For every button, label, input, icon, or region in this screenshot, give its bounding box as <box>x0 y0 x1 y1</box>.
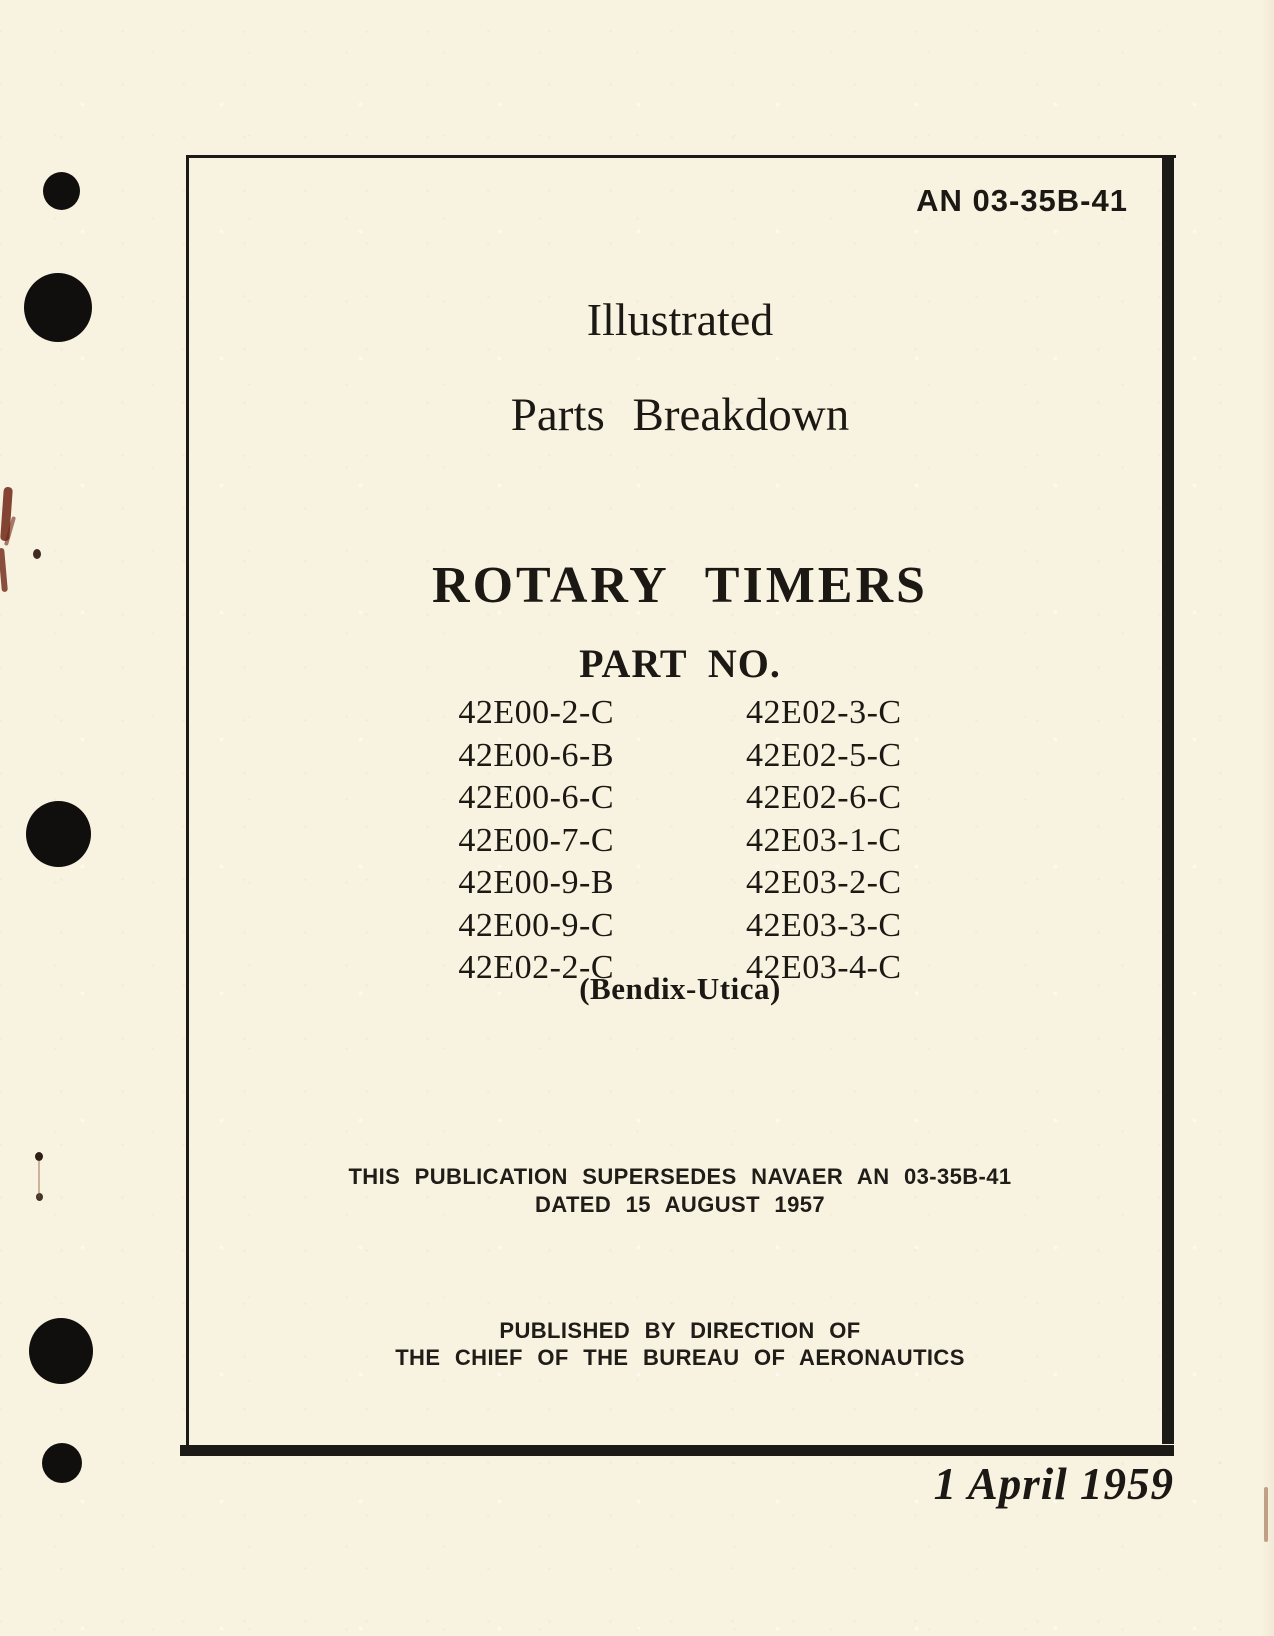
subject-title: ROTARY TIMERS <box>432 557 928 614</box>
supersedes-notice <box>186 1163 1174 1219</box>
manufacturer-name: (Bendix-Utica) <box>579 971 781 1006</box>
part-numbers-list <box>186 692 1174 990</box>
part-number: 42E00-6-B <box>458 736 614 774</box>
part-number: 42E02-6-C <box>746 779 902 816</box>
hole-punch-dot <box>24 273 92 342</box>
part-number: 42E03-3-C <box>746 906 902 944</box>
part-numbers-right-column <box>746 692 902 990</box>
published-by-notice <box>186 1317 1174 1371</box>
hole-punch-dot <box>26 801 91 867</box>
publication-number: AN 03-35B-41 <box>916 183 1128 218</box>
published-line-2: THE CHIEF OF THE BUREAU OF AERONAUTICS <box>395 1345 965 1370</box>
part-number: 42E03-2-C <box>746 864 902 901</box>
part-number: 42E00-6-C <box>458 779 614 816</box>
part-number: 42E00-9-B <box>458 864 614 901</box>
hole-punch-dot <box>43 172 80 210</box>
part-number: 42E03-4-C <box>746 949 902 986</box>
hole-punch-dot <box>42 1443 82 1483</box>
part-number: 42E00-9-C <box>458 906 614 944</box>
ink-stain <box>38 1160 40 1198</box>
border-top-rule <box>186 155 1176 158</box>
part-number: 42E02-3-C <box>746 694 902 731</box>
part-number: 42E00-7-C <box>458 821 614 859</box>
supersedes-line-1: THIS PUBLICATION SUPERSEDES NAVAER AN 03-35B-41 <box>348 1164 1012 1189</box>
supersedes-line-2: DATED 15 AUGUST 1957 <box>535 1192 825 1217</box>
published-line-1: PUBLISHED BY DIRECTION OF <box>499 1318 861 1343</box>
part-number: 42E00-2-C <box>458 694 614 731</box>
title-line-2: Parts Breakdown <box>510 389 850 441</box>
part-number: 42E02-2-C <box>458 949 614 986</box>
part-no-heading: PART NO. <box>579 641 781 686</box>
ink-stain <box>0 548 8 592</box>
issue-date: 1 April 1959 <box>933 1459 1174 1509</box>
hole-punch-dot <box>29 1318 93 1384</box>
title-line-1: Illustrated <box>586 294 774 345</box>
part-numbers-left-column <box>458 692 614 990</box>
border-bottom-rule <box>180 1445 1174 1456</box>
part-number: 42E02-5-C <box>746 736 902 774</box>
ink-stain <box>33 549 41 559</box>
page-edge-mark <box>1264 1487 1268 1542</box>
part-number: 42E03-1-C <box>746 821 902 859</box>
